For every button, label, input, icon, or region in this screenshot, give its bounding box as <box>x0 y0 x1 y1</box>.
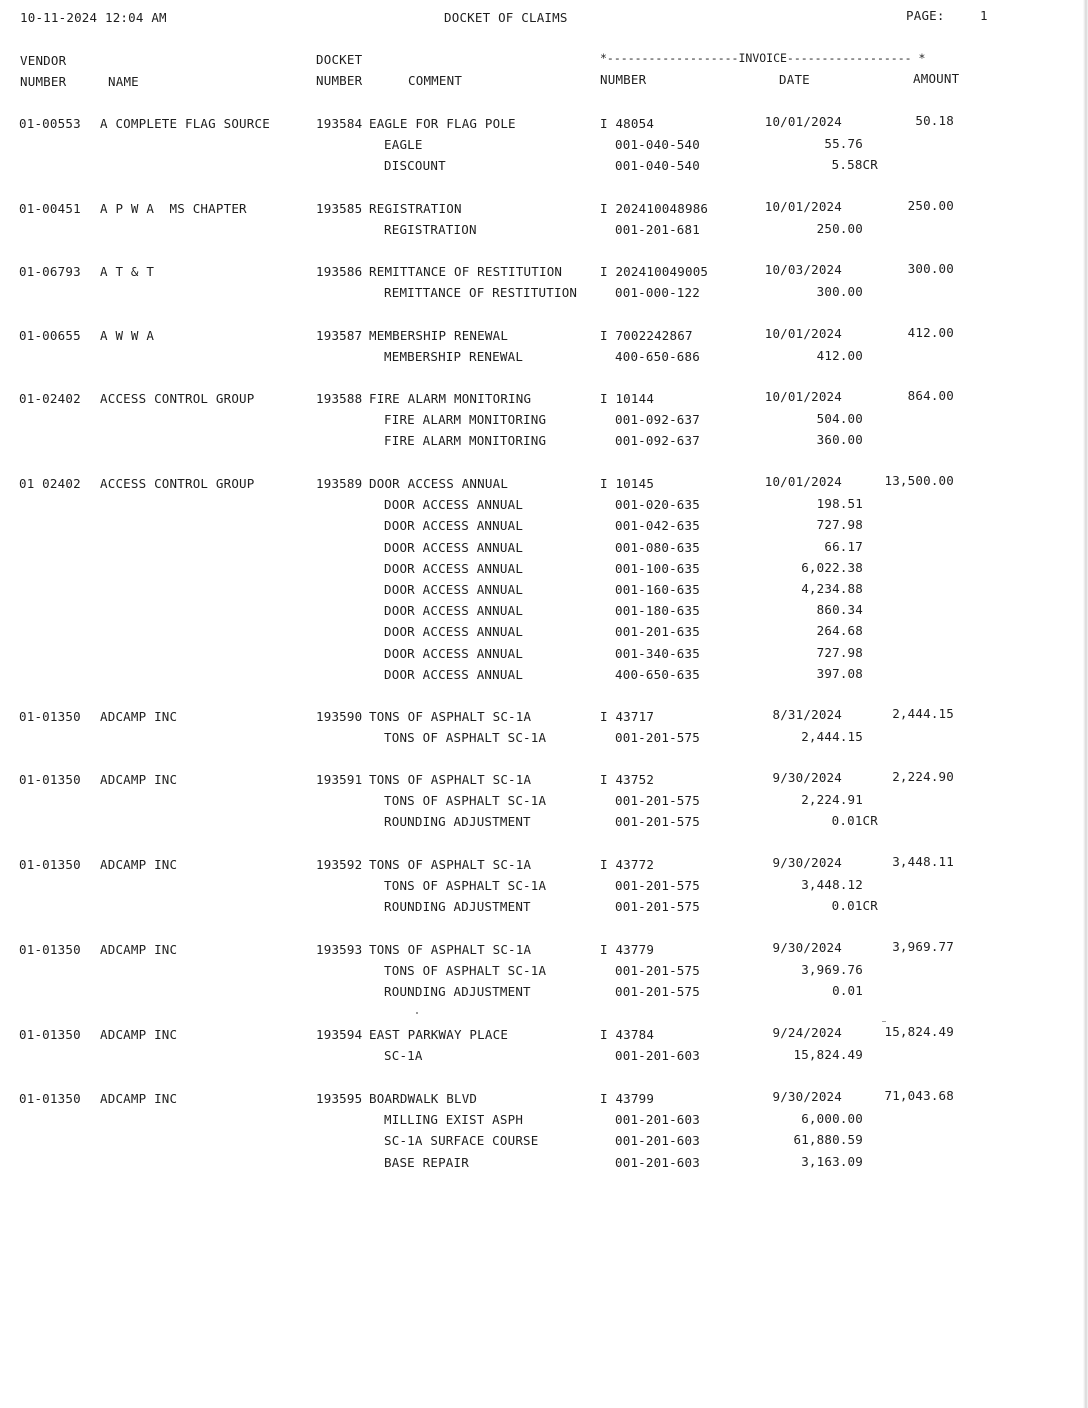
line-amount: 0.01CR <box>831 898 878 913</box>
line-amount: 2,444.15 <box>801 729 863 744</box>
line-description: SC-1A SURFACE COURSE <box>384 1133 539 1148</box>
invoice-amount: 13,500.00 <box>884 473 954 488</box>
line-account: 001-201-575 <box>615 984 700 999</box>
line-amount: 66.17 <box>824 539 863 554</box>
line-description: MILLING EXIST ASPH <box>384 1112 524 1127</box>
line-amount: 6,022.38 <box>801 560 863 575</box>
invoice-number: I 202410048986 <box>600 201 709 216</box>
line-description: TONS OF ASPHALT SC-1A <box>384 793 547 808</box>
line-account: 001-040-540 <box>615 137 700 152</box>
invoice-date: 10/01/2024 <box>764 474 842 489</box>
line-description: REMITTANCE OF RESTITUTION <box>384 285 578 300</box>
invoice-amount: 50.18 <box>915 113 954 128</box>
vendor-number: 01-00553 <box>19 116 81 131</box>
docket-comment: TONS OF ASPHALT SC-1A <box>369 857 532 872</box>
line-description: EAGLE <box>384 137 423 152</box>
line-amount: 55.76 <box>824 136 863 151</box>
invoice-date: 9/30/2024 <box>772 1089 842 1104</box>
line-description: DOOR ACCESS ANNUAL <box>384 582 524 597</box>
line-description: MEMBERSHIP RENEWAL <box>384 349 524 364</box>
line-description: FIRE ALARM MONITORING <box>384 433 547 448</box>
col-invoice-date: DATE <box>779 72 810 87</box>
invoice-amount: 2,444.15 <box>892 706 954 721</box>
invoice-amount: 15,824.49 <box>884 1024 954 1039</box>
invoice-date: 10/01/2024 <box>764 199 842 214</box>
line-amount: 6,000.00 <box>801 1111 863 1126</box>
vendor-number: 01-01350 <box>19 772 81 787</box>
line-account: 400-650-635 <box>615 667 700 682</box>
line-amount: 3,969.76 <box>801 962 863 977</box>
invoice-amount: 3,448.11 <box>892 854 954 869</box>
invoice-amount: 864.00 <box>907 388 954 403</box>
line-description: FIRE ALARM MONITORING <box>384 412 547 427</box>
vendor-name: A COMPLETE FLAG SOURCE <box>100 116 270 131</box>
invoice-number: I 7002242867 <box>600 328 693 343</box>
line-amount: 5.58CR <box>831 157 878 172</box>
docket-number: 193595 <box>316 1091 363 1106</box>
line-amount: 412.00 <box>816 348 863 363</box>
docket-comment: MEMBERSHIP RENEWAL <box>369 328 509 343</box>
line-account: 001-201-575 <box>615 793 700 808</box>
line-amount: 15,824.49 <box>793 1047 863 1062</box>
docket-number: 193586 <box>316 264 363 279</box>
scan-speck <box>882 1021 886 1022</box>
line-amount: 4,234.88 <box>801 581 863 596</box>
invoice-number: I 43752 <box>600 772 655 787</box>
line-account: 001-000-122 <box>615 285 700 300</box>
line-account: 001-040-540 <box>615 158 700 173</box>
line-description: DOOR ACCESS ANNUAL <box>384 561 524 576</box>
line-description: DOOR ACCESS ANNUAL <box>384 540 524 555</box>
line-account: 001-201-603 <box>615 1133 700 1148</box>
line-amount: 0.01CR <box>831 813 878 828</box>
line-account: 001-080-635 <box>615 540 700 555</box>
line-description: DOOR ACCESS ANNUAL <box>384 497 524 512</box>
line-description: REGISTRATION <box>384 222 477 237</box>
line-amount: 397.08 <box>816 666 863 681</box>
line-account: 400-650-686 <box>615 349 700 364</box>
vendor-name: A P W A MS CHAPTER <box>100 201 247 216</box>
line-amount: 264.68 <box>816 623 863 638</box>
docket-number: 193589 <box>316 476 363 491</box>
page-number: 1 <box>980 8 988 23</box>
docket-number: 193593 <box>316 942 363 957</box>
line-account: 001-340-635 <box>615 646 700 661</box>
invoice-date: 10/01/2024 <box>764 389 842 404</box>
vendor-name: ADCAMP INC <box>100 772 178 787</box>
line-amount: 504.00 <box>816 411 863 426</box>
line-account: 001-201-603 <box>615 1048 700 1063</box>
docket-comment: TONS OF ASPHALT SC-1A <box>369 709 532 724</box>
col-docket-line1: DOCKET <box>316 52 363 67</box>
invoice-amount: 71,043.68 <box>884 1088 954 1103</box>
invoice-number: I 43772 <box>600 857 655 872</box>
line-account: 001-092-637 <box>615 412 700 427</box>
docket-number: 193591 <box>316 772 363 787</box>
vendor-name: ACCESS CONTROL GROUP <box>100 391 255 406</box>
vendor-name: ADCAMP INC <box>100 857 178 872</box>
scan-speck <box>416 1012 418 1014</box>
vendor-name: ADCAMP INC <box>100 942 178 957</box>
vendor-number: 01-00451 <box>19 201 81 216</box>
docket-comment: EAST PARKWAY PLACE <box>369 1027 509 1042</box>
docket-comment: DOOR ACCESS ANNUAL <box>369 476 509 491</box>
docket-comment: EAGLE FOR FLAG POLE <box>369 116 516 131</box>
docket-number: 193585 <box>316 201 363 216</box>
line-description: DOOR ACCESS ANNUAL <box>384 518 524 533</box>
vendor-name: ACCESS CONTROL GROUP <box>100 476 255 491</box>
line-amount: 727.98 <box>816 517 863 532</box>
invoice-amount: 3,969.77 <box>892 939 954 954</box>
line-account: 001-160-635 <box>615 582 700 597</box>
col-comment: COMMENT <box>408 73 463 88</box>
line-account: 001-201-575 <box>615 878 700 893</box>
invoice-date: 10/01/2024 <box>764 326 842 341</box>
scan-edge <box>1083 0 1088 1408</box>
line-account: 001-100-635 <box>615 561 700 576</box>
docket-comment: BOARDWALK BLVD <box>369 1091 478 1106</box>
col-vendor-line1: VENDOR <box>20 53 67 68</box>
docket-comment: TONS OF ASPHALT SC-1A <box>369 772 532 787</box>
line-description: DOOR ACCESS ANNUAL <box>384 667 524 682</box>
line-account: 001-201-575 <box>615 963 700 978</box>
line-description: SC-1A <box>384 1048 423 1063</box>
vendor-number: 01-01350 <box>19 1027 81 1042</box>
col-docket-line2: NUMBER <box>316 73 363 88</box>
invoice-number: I 43799 <box>600 1091 655 1106</box>
invoice-amount: 250.00 <box>907 198 954 213</box>
invoice-number: I 43784 <box>600 1027 655 1042</box>
invoice-date: 9/30/2024 <box>772 940 842 955</box>
vendor-number: 01-02402 <box>19 391 81 406</box>
col-vendor-line2: NUMBER <box>20 74 67 89</box>
docket-number: 193588 <box>316 391 363 406</box>
invoice-date: 8/31/2024 <box>772 707 842 722</box>
vendor-number: 01 02402 <box>19 476 81 491</box>
line-description: TONS OF ASPHALT SC-1A <box>384 963 547 978</box>
line-description: DOOR ACCESS ANNUAL <box>384 624 524 639</box>
invoice-date: 9/30/2024 <box>772 855 842 870</box>
vendor-number: 01-01350 <box>19 857 81 872</box>
line-account: 001-201-575 <box>615 899 700 914</box>
line-amount: 360.00 <box>816 432 863 447</box>
line-amount: 300.00 <box>816 284 863 299</box>
docket-comment: REGISTRATION <box>369 201 462 216</box>
line-description: DOOR ACCESS ANNUAL <box>384 646 524 661</box>
page-label: PAGE: <box>906 8 945 23</box>
invoice-date: 10/01/2024 <box>764 114 842 129</box>
col-name: NAME <box>108 74 139 89</box>
invoice-date: 9/30/2024 <box>772 770 842 785</box>
docket-comment: FIRE ALARM MONITORING <box>369 391 532 406</box>
invoice-date: 9/24/2024 <box>772 1025 842 1040</box>
vendor-name: A T & T <box>100 264 155 279</box>
invoice-number: I 10145 <box>600 476 655 491</box>
docket-number: 193594 <box>316 1027 363 1042</box>
line-amount: 2,224.91 <box>801 792 863 807</box>
line-description: BASE REPAIR <box>384 1155 469 1170</box>
report-datetime: 10-11-2024 12:04 AM <box>20 10 167 25</box>
docket-number: 193584 <box>316 116 363 131</box>
docket-comment: TONS OF ASPHALT SC-1A <box>369 942 532 957</box>
invoice-number: I 48054 <box>600 116 655 131</box>
line-account: 001-201-575 <box>615 730 700 745</box>
vendor-number: 01-00655 <box>19 328 81 343</box>
col-invoice-number: NUMBER <box>600 72 647 87</box>
line-account: 001-201-603 <box>615 1112 700 1127</box>
vendor-name: ADCAMP INC <box>100 1027 178 1042</box>
line-description: ROUNDING ADJUSTMENT <box>384 984 531 999</box>
line-account: 001-092-637 <box>615 433 700 448</box>
line-account: 001-201-635 <box>615 624 700 639</box>
vendor-name: A W W A <box>100 328 155 343</box>
line-description: DISCOUNT <box>384 158 446 173</box>
docket-number: 193590 <box>316 709 363 724</box>
invoice-amount: 412.00 <box>907 325 954 340</box>
docket-number: 193592 <box>316 857 363 872</box>
line-account: 001-180-635 <box>615 603 700 618</box>
line-amount: 727.98 <box>816 645 863 660</box>
line-account: 001-201-603 <box>615 1155 700 1170</box>
col-invoice-amount: AMOUNT <box>913 71 960 86</box>
vendor-number: 01-01350 <box>19 942 81 957</box>
line-account: 001-042-635 <box>615 518 700 533</box>
line-description: ROUNDING ADJUSTMENT <box>384 814 531 829</box>
invoice-amount: 300.00 <box>907 261 954 276</box>
line-description: ROUNDING ADJUSTMENT <box>384 899 531 914</box>
report-title: DOCKET OF CLAIMS <box>444 10 568 25</box>
invoice-date: 10/03/2024 <box>764 262 842 277</box>
vendor-number: 01-01350 <box>19 709 81 724</box>
line-amount: 3,448.12 <box>801 877 863 892</box>
line-description: DOOR ACCESS ANNUAL <box>384 603 524 618</box>
invoice-amount: 2,224.90 <box>892 769 954 784</box>
line-description: TONS OF ASPHALT SC-1A <box>384 730 547 745</box>
line-account: 001-201-575 <box>615 814 700 829</box>
vendor-name: ADCAMP INC <box>100 1091 178 1106</box>
invoice-number: I 43779 <box>600 942 655 957</box>
line-amount: 3,163.09 <box>801 1154 863 1169</box>
line-description: TONS OF ASPHALT SC-1A <box>384 878 547 893</box>
line-account: 001-020-635 <box>615 497 700 512</box>
invoice-number: I 10144 <box>600 391 655 406</box>
line-amount: 61,880.59 <box>793 1132 863 1147</box>
line-amount: 0.01 <box>832 983 863 998</box>
vendor-number: 01-01350 <box>19 1091 81 1106</box>
line-account: 001-201-681 <box>615 222 700 237</box>
line-amount: 250.00 <box>816 221 863 236</box>
invoice-number: I 202410049005 <box>600 264 709 279</box>
vendor-number: 01-06793 <box>19 264 81 279</box>
invoice-number: I 43717 <box>600 709 655 724</box>
vendor-name: ADCAMP INC <box>100 709 178 724</box>
line-amount: 860.34 <box>816 602 863 617</box>
line-amount: 198.51 <box>816 496 863 511</box>
docket-comment: REMITTANCE OF RESTITUTION <box>369 264 563 279</box>
docket-number: 193587 <box>316 328 363 343</box>
col-invoice-banner: *-------------------INVOICE------------------ * <box>600 51 926 65</box>
